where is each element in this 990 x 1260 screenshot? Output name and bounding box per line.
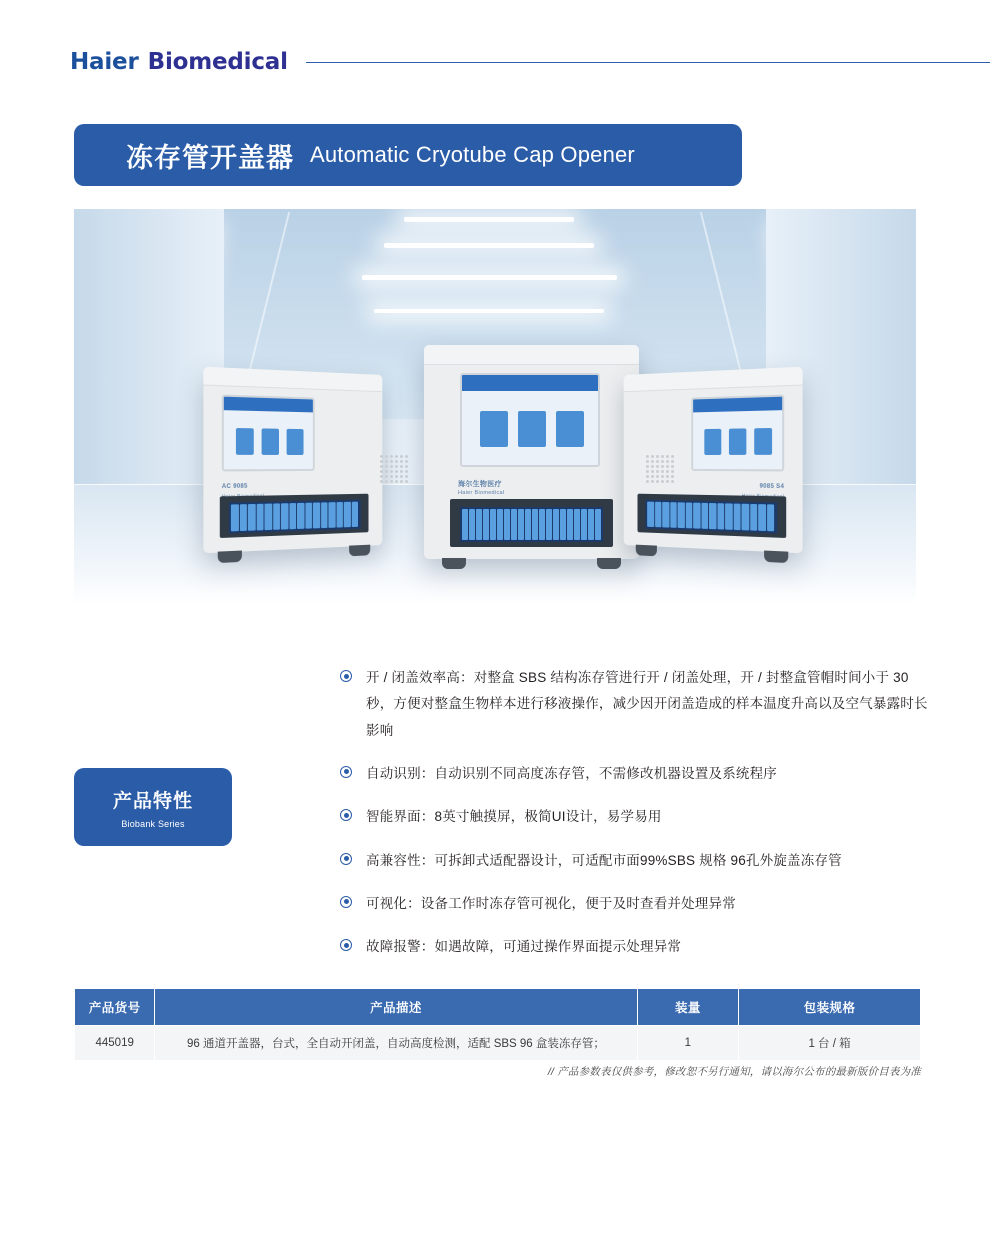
machine-center-brand-en: Haier Biomedical — [458, 490, 505, 496]
machine-right-leg-a — [636, 545, 657, 557]
table-header-quantity: 装量 — [637, 989, 739, 1026]
disclaimer-note: // 产品参数表仅供参考，修改恕不另行通知，请以海尔公布的最新版价目表为准 — [547, 1066, 921, 1078]
machine-center-screen-tile-3 — [556, 411, 584, 447]
feature-badge-title-cn: 产品特性 — [112, 790, 193, 812]
ceiling-light-4 — [374, 309, 604, 313]
machine-left — [203, 367, 382, 554]
machine-right-screen-tile-2 — [729, 428, 746, 455]
machine-center-tube-rack — [460, 507, 603, 543]
feature-text: 自动识别：自动识别不同高度冻存管，不需修改机器设置及系统程序 — [366, 765, 777, 781]
machine-left-screen-tile-3 — [287, 429, 304, 455]
bullet-icon — [340, 670, 352, 682]
machine-right-screen-tile-1 — [704, 429, 721, 455]
machine-right-leg-b — [764, 551, 788, 564]
header-divider — [306, 62, 990, 63]
machine-center-leg-b — [597, 558, 621, 569]
machine-left-tube-rack — [229, 500, 360, 533]
machine-left-screen — [222, 395, 315, 472]
bullet-icon — [340, 896, 352, 908]
product-title-en: Automatic Cryotube Cap Opener — [310, 142, 635, 167]
machine-center-screen-titlebar — [462, 375, 598, 391]
product-title-banner — [74, 124, 742, 186]
vent-dots-left — [380, 455, 408, 483]
feature-text: 开 / 闭盖效率高：对整盒 SBS 结构冻存管进行开 / 闭盖处理，开 / 封整盒管帽时间小于 30 秒，方便对整盒生物样本进行移液操作，减少因开闭盖造成的样本温度升高以及空气暴露时长影响 — [366, 670, 928, 738]
machine-center-screen-tile-1 — [480, 411, 508, 447]
vent-dots-right — [646, 455, 674, 483]
feature-text: 高兼容性：可拆卸式适配器设计，可适配市面99%SBS 规格 96孔外旋盖冻存管 — [366, 852, 842, 868]
feature-item — [340, 934, 930, 960]
feature-item — [340, 848, 930, 874]
bullet-icon — [340, 809, 352, 821]
cell-quantity: 1 — [637, 1026, 739, 1061]
feature-text: 可视化：设备工作时冻存管可视化，便于及时查看并处理异常 — [366, 895, 736, 911]
machine-left-leg-b — [349, 545, 370, 557]
machine-right-model-label: 9085 S4 — [759, 483, 785, 491]
cell-packing: 1 台 / 箱 — [739, 1026, 921, 1061]
table-header-code: 产品货号 — [75, 989, 155, 1026]
brand-logo — [70, 49, 288, 75]
feature-text: 智能界面：8英寸触摸屏，极简UI设计，易学易用 — [366, 809, 662, 825]
page-header — [0, 44, 990, 80]
machine-right-screen — [691, 395, 784, 472]
ceiling-light-3 — [362, 275, 617, 280]
machine-center-screen — [460, 373, 600, 467]
cell-code: 445019 — [75, 1026, 155, 1061]
machine-center-top — [424, 345, 639, 365]
product-hero-image — [74, 209, 916, 605]
machine-left-leg-a — [218, 551, 242, 564]
machine-vent-panel-left — [374, 449, 426, 509]
bullet-icon — [340, 853, 352, 865]
machine-left-screen-tile-2 — [262, 428, 279, 455]
table-row — [75, 1026, 921, 1061]
feature-item — [340, 891, 930, 917]
machine-right-screen-tile-3 — [754, 428, 772, 455]
bullet-icon — [340, 766, 352, 778]
table-header-row — [75, 989, 921, 1026]
machine-center-leg-a — [442, 558, 466, 569]
feature-badge-title-en: Biobank Series — [121, 818, 185, 829]
feature-text: 故障报警：如遇故障，可通过操作界面提示处理异常 — [366, 939, 682, 955]
ceiling-light-2 — [384, 243, 594, 248]
brand-name-primary: Haier — [70, 49, 139, 75]
feature-item — [340, 665, 930, 744]
table-header-description: 产品描述 — [155, 989, 637, 1026]
machine-left-tray — [220, 494, 369, 538]
machine-center-screen-tile-2 — [518, 411, 546, 447]
machine-center — [424, 345, 639, 559]
machine-left-screen-tile-1 — [236, 428, 254, 455]
feature-item — [340, 804, 930, 830]
machine-vent-panel-right — [640, 449, 692, 509]
table-header-packing: 包装规格 — [739, 989, 921, 1026]
cell-description: 96 通道开盖器，台式，全自动开闭盖，自动高度检测，适配 SBS 96 盒装冻存管； — [155, 1026, 637, 1061]
brand-name-secondary: Biomedical — [147, 49, 288, 75]
feature-list — [340, 665, 930, 978]
bullet-icon — [340, 939, 352, 951]
feature-badge — [74, 768, 232, 846]
machine-center-brand-cn: 海尔生物医疗 — [458, 481, 502, 488]
product-spec-table — [74, 988, 921, 1061]
ceiling-light-1 — [404, 217, 574, 222]
product-title-cn: 冻存管开盖器 — [126, 142, 294, 173]
feature-item — [340, 761, 930, 787]
machine-left-model-label: AC 9085 — [221, 483, 248, 491]
machine-center-tray — [450, 499, 613, 547]
